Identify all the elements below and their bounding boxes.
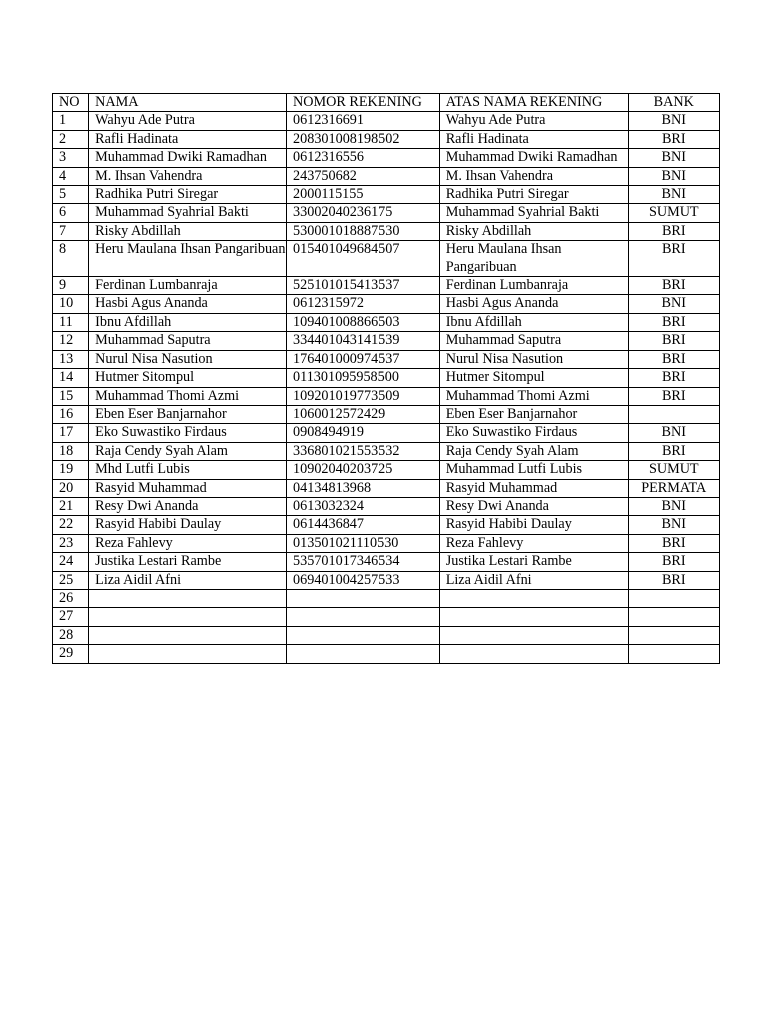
table-row (53, 497, 720, 515)
cell-atas-nama-rekening: Muhammad Syahrial Bakti (439, 204, 628, 222)
cell-nama: Hutmer Sitompul (89, 369, 287, 387)
cell-bank: BRI (628, 553, 719, 571)
table-row (53, 571, 720, 589)
cell-nama: Mhd Lutfi Lubis (89, 461, 287, 479)
cell-bank: BRI (628, 241, 719, 277)
cell-bank: BNI (628, 167, 719, 185)
table-body (53, 112, 720, 663)
table-row (53, 608, 720, 626)
cell-atas-nama-rekening: Reza Fahlevy (439, 534, 628, 552)
cell-nomor-rekening: 334401043141539 (287, 332, 440, 350)
cell-atas-nama-rekening: Hutmer Sitompul (439, 369, 628, 387)
cell-nomor-rekening: 0612315972 (287, 295, 440, 313)
cell-bank: BNI (628, 186, 719, 204)
cell-nama: Liza Aidil Afni (89, 571, 287, 589)
cell-nama: Ibnu Afdillah (89, 313, 287, 331)
cell-nomor-rekening: 0908494919 (287, 424, 440, 442)
cell-no: 15 (53, 387, 89, 405)
cell-nomor-rekening (287, 589, 440, 607)
cell-nomor-rekening: 10902040203725 (287, 461, 440, 479)
cell-nama: Raja Cendy Syah Alam (89, 442, 287, 460)
table-row (53, 130, 720, 148)
cell-bank: BRI (628, 387, 719, 405)
cell-bank (628, 626, 719, 644)
cell-atas-nama-rekening: Liza Aidil Afni (439, 571, 628, 589)
cell-no: 9 (53, 277, 89, 295)
cell-no: 3 (53, 149, 89, 167)
table-row (53, 167, 720, 185)
cell-nama: Muhammad Dwiki Ramadhan (89, 149, 287, 167)
cell-bank: PERMATA (628, 479, 719, 497)
cell-nomor-rekening: 2000115155 (287, 186, 440, 204)
cell-atas-nama-rekening: Raja Cendy Syah Alam (439, 442, 628, 460)
cell-no: 4 (53, 167, 89, 185)
table-row (53, 461, 720, 479)
cell-no: 22 (53, 516, 89, 534)
cell-no: 1 (53, 112, 89, 130)
cell-no: 27 (53, 608, 89, 626)
cell-nomor-rekening: 535701017346534 (287, 553, 440, 571)
table-row (53, 626, 720, 644)
cell-nomor-rekening: 0614436847 (287, 516, 440, 534)
cell-nomor-rekening: 013501021110530 (287, 534, 440, 552)
cell-no: 2 (53, 130, 89, 148)
table-row (53, 295, 720, 313)
table-row (53, 424, 720, 442)
cell-nomor-rekening: 525101015413537 (287, 277, 440, 295)
cell-nomor-rekening: 0613032324 (287, 497, 440, 515)
cell-no: 13 (53, 350, 89, 368)
cell-nama (89, 608, 287, 626)
cell-nomor-rekening: 530001018887530 (287, 222, 440, 240)
header-nama: NAMA (89, 94, 287, 112)
cell-bank: BNI (628, 149, 719, 167)
cell-bank: BRI (628, 130, 719, 148)
table-row (53, 332, 720, 350)
cell-nama (89, 589, 287, 607)
cell-nomor-rekening: 176401000974537 (287, 350, 440, 368)
cell-nomor-rekening: 109201019773509 (287, 387, 440, 405)
cell-atas-nama-rekening: Ferdinan Lumbanraja (439, 277, 628, 295)
cell-nomor-rekening: 208301008198502 (287, 130, 440, 148)
cell-no: 7 (53, 222, 89, 240)
cell-nomor-rekening: 0612316691 (287, 112, 440, 130)
cell-bank: BRI (628, 571, 719, 589)
cell-nama (89, 645, 287, 663)
cell-atas-nama-rekening: Muhammad Thomi Azmi (439, 387, 628, 405)
cell-bank: BRI (628, 534, 719, 552)
cell-atas-nama-rekening: Ibnu Afdillah (439, 313, 628, 331)
table-row (53, 553, 720, 571)
cell-no: 11 (53, 313, 89, 331)
table-row (53, 241, 720, 277)
cell-bank: BRI (628, 369, 719, 387)
cell-no: 19 (53, 461, 89, 479)
cell-nomor-rekening: 243750682 (287, 167, 440, 185)
cell-no: 24 (53, 553, 89, 571)
cell-nama: Muhammad Syahrial Bakti (89, 204, 287, 222)
table-row (53, 387, 720, 405)
cell-nama: Rasyid Muhammad (89, 479, 287, 497)
table-row (53, 277, 720, 295)
cell-nomor-rekening (287, 645, 440, 663)
cell-bank: SUMUT (628, 461, 719, 479)
cell-atas-nama-rekening: Radhika Putri Siregar (439, 186, 628, 204)
cell-bank: BNI (628, 112, 719, 130)
table-row (53, 186, 720, 204)
cell-nomor-rekening: 015401049684507 (287, 241, 440, 277)
cell-no: 29 (53, 645, 89, 663)
cell-nama: Rafli Hadinata (89, 130, 287, 148)
table-row (53, 369, 720, 387)
cell-no: 26 (53, 589, 89, 607)
cell-nama: Justika Lestari Rambe (89, 553, 287, 571)
cell-atas-nama-rekening: Risky Abdillah (439, 222, 628, 240)
cell-nama: Radhika Putri Siregar (89, 186, 287, 204)
cell-no: 18 (53, 442, 89, 460)
table-row (53, 222, 720, 240)
table-row (53, 350, 720, 368)
cell-no: 10 (53, 295, 89, 313)
cell-atas-nama-rekening: Wahyu Ade Putra (439, 112, 628, 130)
table-row (53, 149, 720, 167)
table-row (53, 645, 720, 663)
table-row (53, 479, 720, 497)
cell-no: 6 (53, 204, 89, 222)
header-row (53, 94, 720, 112)
cell-no: 25 (53, 571, 89, 589)
cell-atas-nama-rekening: Nurul Nisa Nasution (439, 350, 628, 368)
cell-no: 8 (53, 241, 89, 277)
table-row (53, 516, 720, 534)
cell-atas-nama-rekening: Resy Dwi Ananda (439, 497, 628, 515)
cell-nomor-rekening: 1060012572429 (287, 405, 440, 423)
cell-nama: Eben Eser Banjarnahor (89, 405, 287, 423)
table-row (53, 112, 720, 130)
cell-nama: Reza Fahlevy (89, 534, 287, 552)
cell-nomor-rekening (287, 626, 440, 644)
cell-no: 17 (53, 424, 89, 442)
cell-atas-nama-rekening: Rafli Hadinata (439, 130, 628, 148)
cell-bank (628, 589, 719, 607)
cell-nama: Heru Maulana Ihsan Pangaribuan (89, 241, 287, 277)
cell-nama: Resy Dwi Ananda (89, 497, 287, 515)
account-table (52, 93, 720, 664)
cell-bank: SUMUT (628, 204, 719, 222)
cell-nama: Wahyu Ade Putra (89, 112, 287, 130)
cell-nama: Risky Abdillah (89, 222, 287, 240)
cell-nomor-rekening: 336801021553532 (287, 442, 440, 460)
cell-bank: BNI (628, 424, 719, 442)
cell-atas-nama-rekening: Eben Eser Banjarnahor (439, 405, 628, 423)
cell-nomor-rekening (287, 608, 440, 626)
cell-bank: BRI (628, 277, 719, 295)
cell-atas-nama-rekening (439, 608, 628, 626)
cell-atas-nama-rekening: Heru Maulana Ihsan Pangaribuan (439, 241, 628, 277)
cell-bank: BNI (628, 497, 719, 515)
cell-bank (628, 405, 719, 423)
cell-nama: Rasyid Habibi Daulay (89, 516, 287, 534)
cell-no: 12 (53, 332, 89, 350)
cell-atas-nama-rekening: Justika Lestari Rambe (439, 553, 628, 571)
cell-bank: BNI (628, 295, 719, 313)
cell-nama: Ferdinan Lumbanraja (89, 277, 287, 295)
cell-no: 28 (53, 626, 89, 644)
cell-nomor-rekening: 33002040236175 (287, 204, 440, 222)
cell-no: 23 (53, 534, 89, 552)
cell-atas-nama-rekening (439, 589, 628, 607)
cell-atas-nama-rekening: M. Ihsan Vahendra (439, 167, 628, 185)
table-header (53, 94, 720, 112)
cell-atas-nama-rekening: Hasbi Agus Ananda (439, 295, 628, 313)
cell-nomor-rekening: 0612316556 (287, 149, 440, 167)
cell-nama: Muhammad Saputra (89, 332, 287, 350)
cell-bank (628, 645, 719, 663)
cell-atas-nama-rekening (439, 626, 628, 644)
cell-no: 14 (53, 369, 89, 387)
cell-no: 5 (53, 186, 89, 204)
cell-bank: BRI (628, 442, 719, 460)
cell-nama: Hasbi Agus Ananda (89, 295, 287, 313)
cell-atas-nama-rekening (439, 645, 628, 663)
cell-bank: BNI (628, 516, 719, 534)
cell-bank: BRI (628, 332, 719, 350)
header-no: NO (53, 94, 89, 112)
cell-nomor-rekening: 04134813968 (287, 479, 440, 497)
table-row (53, 313, 720, 331)
cell-atas-nama-rekening: Muhammad Dwiki Ramadhan (439, 149, 628, 167)
cell-nama: Muhammad Thomi Azmi (89, 387, 287, 405)
header-atas-nama-rekening: ATAS NAMA REKENING (439, 94, 628, 112)
cell-bank: BRI (628, 313, 719, 331)
header-bank: BANK (628, 94, 719, 112)
header-nomor-rekening: NOMOR REKENING (287, 94, 440, 112)
table-row (53, 589, 720, 607)
cell-nama: M. Ihsan Vahendra (89, 167, 287, 185)
cell-nomor-rekening: 069401004257533 (287, 571, 440, 589)
cell-bank (628, 608, 719, 626)
cell-no: 16 (53, 405, 89, 423)
table-row (53, 405, 720, 423)
cell-atas-nama-rekening: Eko Suwastiko Firdaus (439, 424, 628, 442)
cell-atas-nama-rekening: Rasyid Habibi Daulay (439, 516, 628, 534)
cell-no: 20 (53, 479, 89, 497)
cell-atas-nama-rekening: Muhammad Lutfi Lubis (439, 461, 628, 479)
cell-nama (89, 626, 287, 644)
cell-bank: BRI (628, 222, 719, 240)
cell-nomor-rekening: 011301095958500 (287, 369, 440, 387)
cell-atas-nama-rekening: Rasyid Muhammad (439, 479, 628, 497)
cell-nomor-rekening: 109401008866503 (287, 313, 440, 331)
cell-no: 21 (53, 497, 89, 515)
cell-nama: Nurul Nisa Nasution (89, 350, 287, 368)
table-row (53, 442, 720, 460)
cell-bank: BRI (628, 350, 719, 368)
cell-nama: Eko Suwastiko Firdaus (89, 424, 287, 442)
table-row (53, 204, 720, 222)
table-row (53, 534, 720, 552)
cell-atas-nama-rekening: Muhammad Saputra (439, 332, 628, 350)
